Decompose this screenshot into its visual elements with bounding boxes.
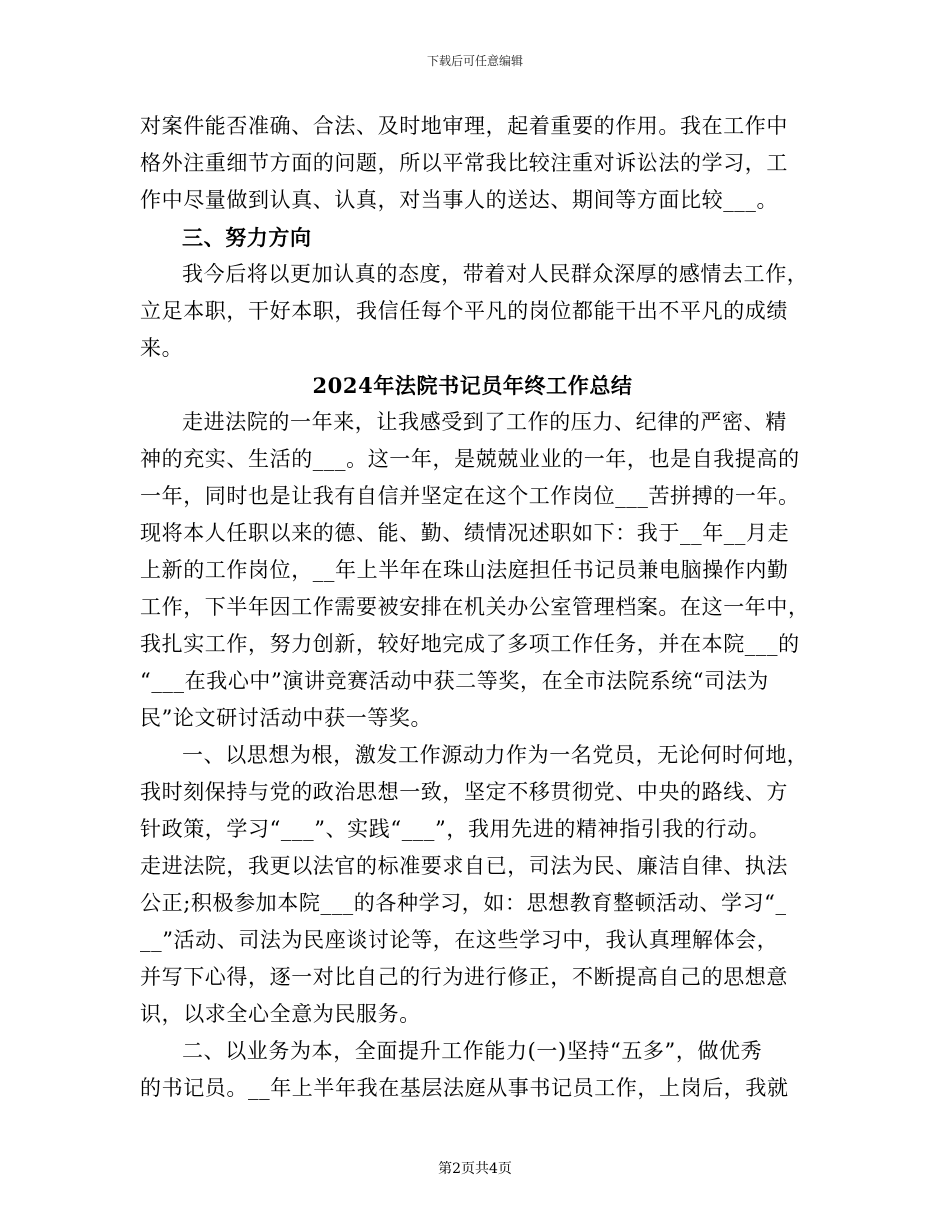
- document-body: [140, 108, 810, 1107]
- body-line: 神的充实、生活的___。这一年，是兢兢业业的一年，也是自我提高的: [140, 447, 800, 471]
- body-line: 一、以思想为根，激发工作源动力作为一名党员，无论何时何地，: [182, 743, 809, 767]
- body-line: 的书记员。__年上半年我在基层法庭从事书记员工作，上岗后，我就: [140, 1076, 789, 1100]
- body-line: 识，以求全心全意为民服务。: [140, 1002, 421, 1026]
- page-header: 下载后可任意编辑: [426, 54, 523, 68]
- body-line: 民”论文研讨活动中获一等奖。: [140, 706, 433, 730]
- page-footer: 第2页共4页: [438, 1161, 512, 1177]
- body-line: 工作，下半年因工作需要被安排在机关办公室管理档案。在这一年中，: [140, 595, 810, 619]
- body-line: 我时刻保持与党的政治思想一致，坚定不移贯彻党、中央的路线、方: [140, 780, 788, 804]
- body-line: 我扎实工作，努力创新，较好地完成了多项工作任务，并在本院___的: [140, 632, 800, 656]
- body-line: 并写下心得，逐一对比自己的行为进行修正，不断提高自己的思想意: [140, 965, 788, 989]
- body-line: 格外注重细节方面的问题，所以平常我比较注重对诉讼法的学习，工: [140, 151, 788, 175]
- body-line: 作中尽量做到认真、认真，对当事人的送达、期间等方面比较___。: [140, 188, 779, 212]
- body-line: 对案件能否准确、合法、及时地审理，起着重要的作用。我在工作中: [140, 114, 788, 138]
- body-line: 走进法院的一年来，让我感受到了工作的压力、纪律的严密、精: [182, 410, 787, 434]
- body-line: 针政策，学习“___”、实践“___”，我用先进的精神指引我的行动。: [140, 817, 771, 841]
- body-line: 现将本人任职以来的德、能、勤、绩情况述职如下：我于__年__月走: [140, 521, 790, 545]
- body-line: 二、以业务为本，全面提升工作能力(一)坚持“五多”，做优秀: [182, 1039, 763, 1063]
- body-line: 来。: [140, 336, 184, 360]
- body-line: 上新的工作岗位，__年上半年在珠山法庭担任书记员兼电脑操作内勤: [140, 558, 789, 582]
- body-line: 一年，同时也是让我有自信并坚定在这个工作岗位___苦拼搏的一年。: [140, 484, 800, 508]
- document-title: 2024年法院书记员年终工作总结: [312, 373, 633, 398]
- body-line: “___在我心中”演讲竞赛活动中获二等奖，在全市法院系统“司法为: [140, 669, 769, 693]
- body-line: 我今后将以更加认真的态度，带着对人民群众深厚的感情去工作，: [182, 262, 809, 286]
- body-line: __”活动、司法为民座谈讨论等，在这些学习中，我认真理解体会，: [140, 928, 779, 952]
- section-heading: 三、努力方向: [182, 225, 312, 250]
- body-line: 立足本职，干好本职，我信任每个平凡的岗位都能干出不平凡的成绩: [140, 299, 788, 323]
- body-line: 走进法院，我更以法官的标准要求自已，司法为民、廉洁自律、执法: [140, 854, 788, 878]
- body-line: 公正;积极参加本院___的各种学习，如：思想教育整顿活动、学习“_: [140, 891, 787, 915]
